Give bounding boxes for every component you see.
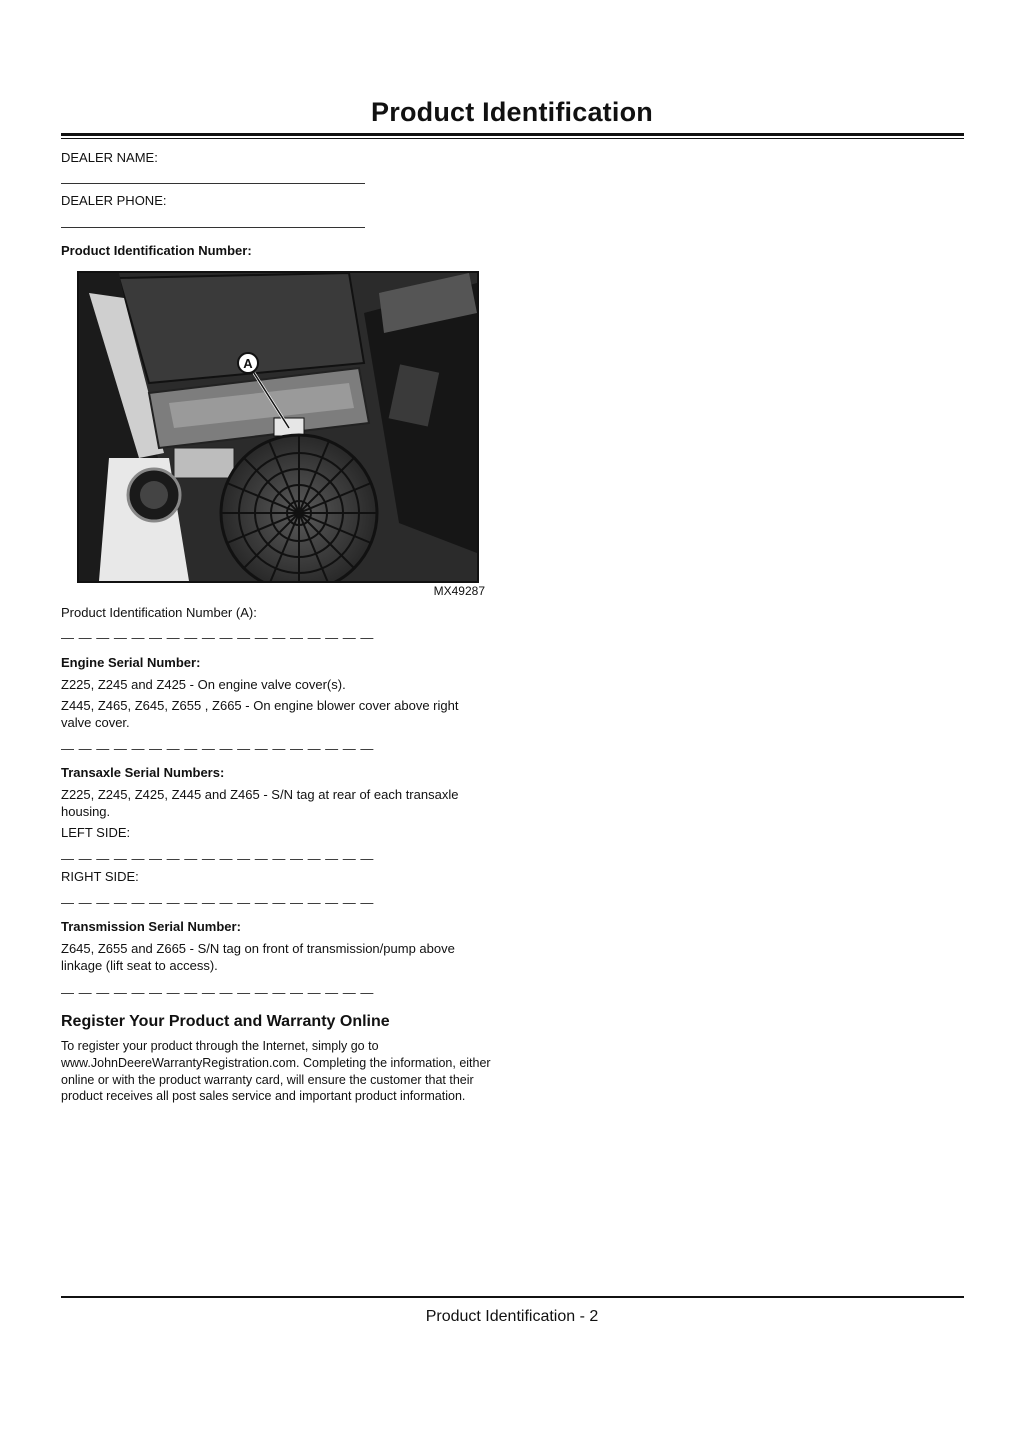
pin-caption: Product Identification Number (A): [61, 605, 257, 620]
engine-dash-line: — — — — — — — — — — — — — — — — — — [61, 741, 374, 756]
left-side-label: LEFT SIDE: [61, 825, 131, 840]
transmission-text: Z645, Z655 and Z665 - S/N tag on front of transmission/pump above linkage (lift seat to access). [61, 941, 455, 973]
figure-id: MX49287 [433, 584, 485, 598]
page-title: Product Identification [371, 97, 653, 127]
title-rule-thick [61, 133, 964, 136]
engine-text-2: Z445, Z465, Z645, Z655 , Z665 - On engine blower cover above right valve cover. [61, 698, 459, 730]
dealer-phone-label: DEALER PHONE: [61, 193, 167, 208]
transaxle-heading: Transaxle Serial Numbers: [61, 765, 225, 780]
pin-heading: Product Identification Number: [61, 243, 252, 258]
footer-rule [61, 1296, 964, 1298]
register-heading: Register Your Product and Warranty Online [61, 1013, 390, 1030]
right-side-label: RIGHT SIDE: [61, 869, 139, 884]
right-side-dash-line: — — — — — — — — — — — — — — — — — — [61, 895, 374, 910]
dealer-name-label: DEALER NAME: [61, 150, 158, 165]
engine-heading: Engine Serial Number: [61, 655, 201, 670]
footer-page-label: Product Identification - 2 [425, 1308, 599, 1325]
pin-dash-line: — — — — — — — — — — — — — — — — — — [61, 630, 374, 645]
callout-a-label: A [243, 356, 253, 371]
transmission-heading: Transmission Serial Number: [61, 919, 241, 934]
left-side-dash-line: — — — — — — — — — — — — — — — — — — [61, 851, 374, 866]
transaxle-text: Z225, Z245, Z425, Z445 and Z465 - S/N tag at rear of each transaxle housing. [61, 787, 459, 819]
engine-compartment-photo [77, 271, 479, 583]
register-paragraph: To register your product through the Internet, simply go to www.JohnDeereWarrantyRegistration.com. Completing the information, either online or with the product warranty card, will ensure the customer that their product receives all post sales service and important product information. [61, 1039, 491, 1104]
title-rule-thin [61, 138, 964, 139]
engine-text-1: Z225, Z245 and Z425 - On engine valve cover(s). [61, 677, 346, 692]
transmission-dash-line: — — — — — — — — — — — — — — — — — — [61, 985, 374, 1000]
dealer-name-blank [61, 183, 365, 184]
dealer-phone-blank [61, 227, 365, 228]
